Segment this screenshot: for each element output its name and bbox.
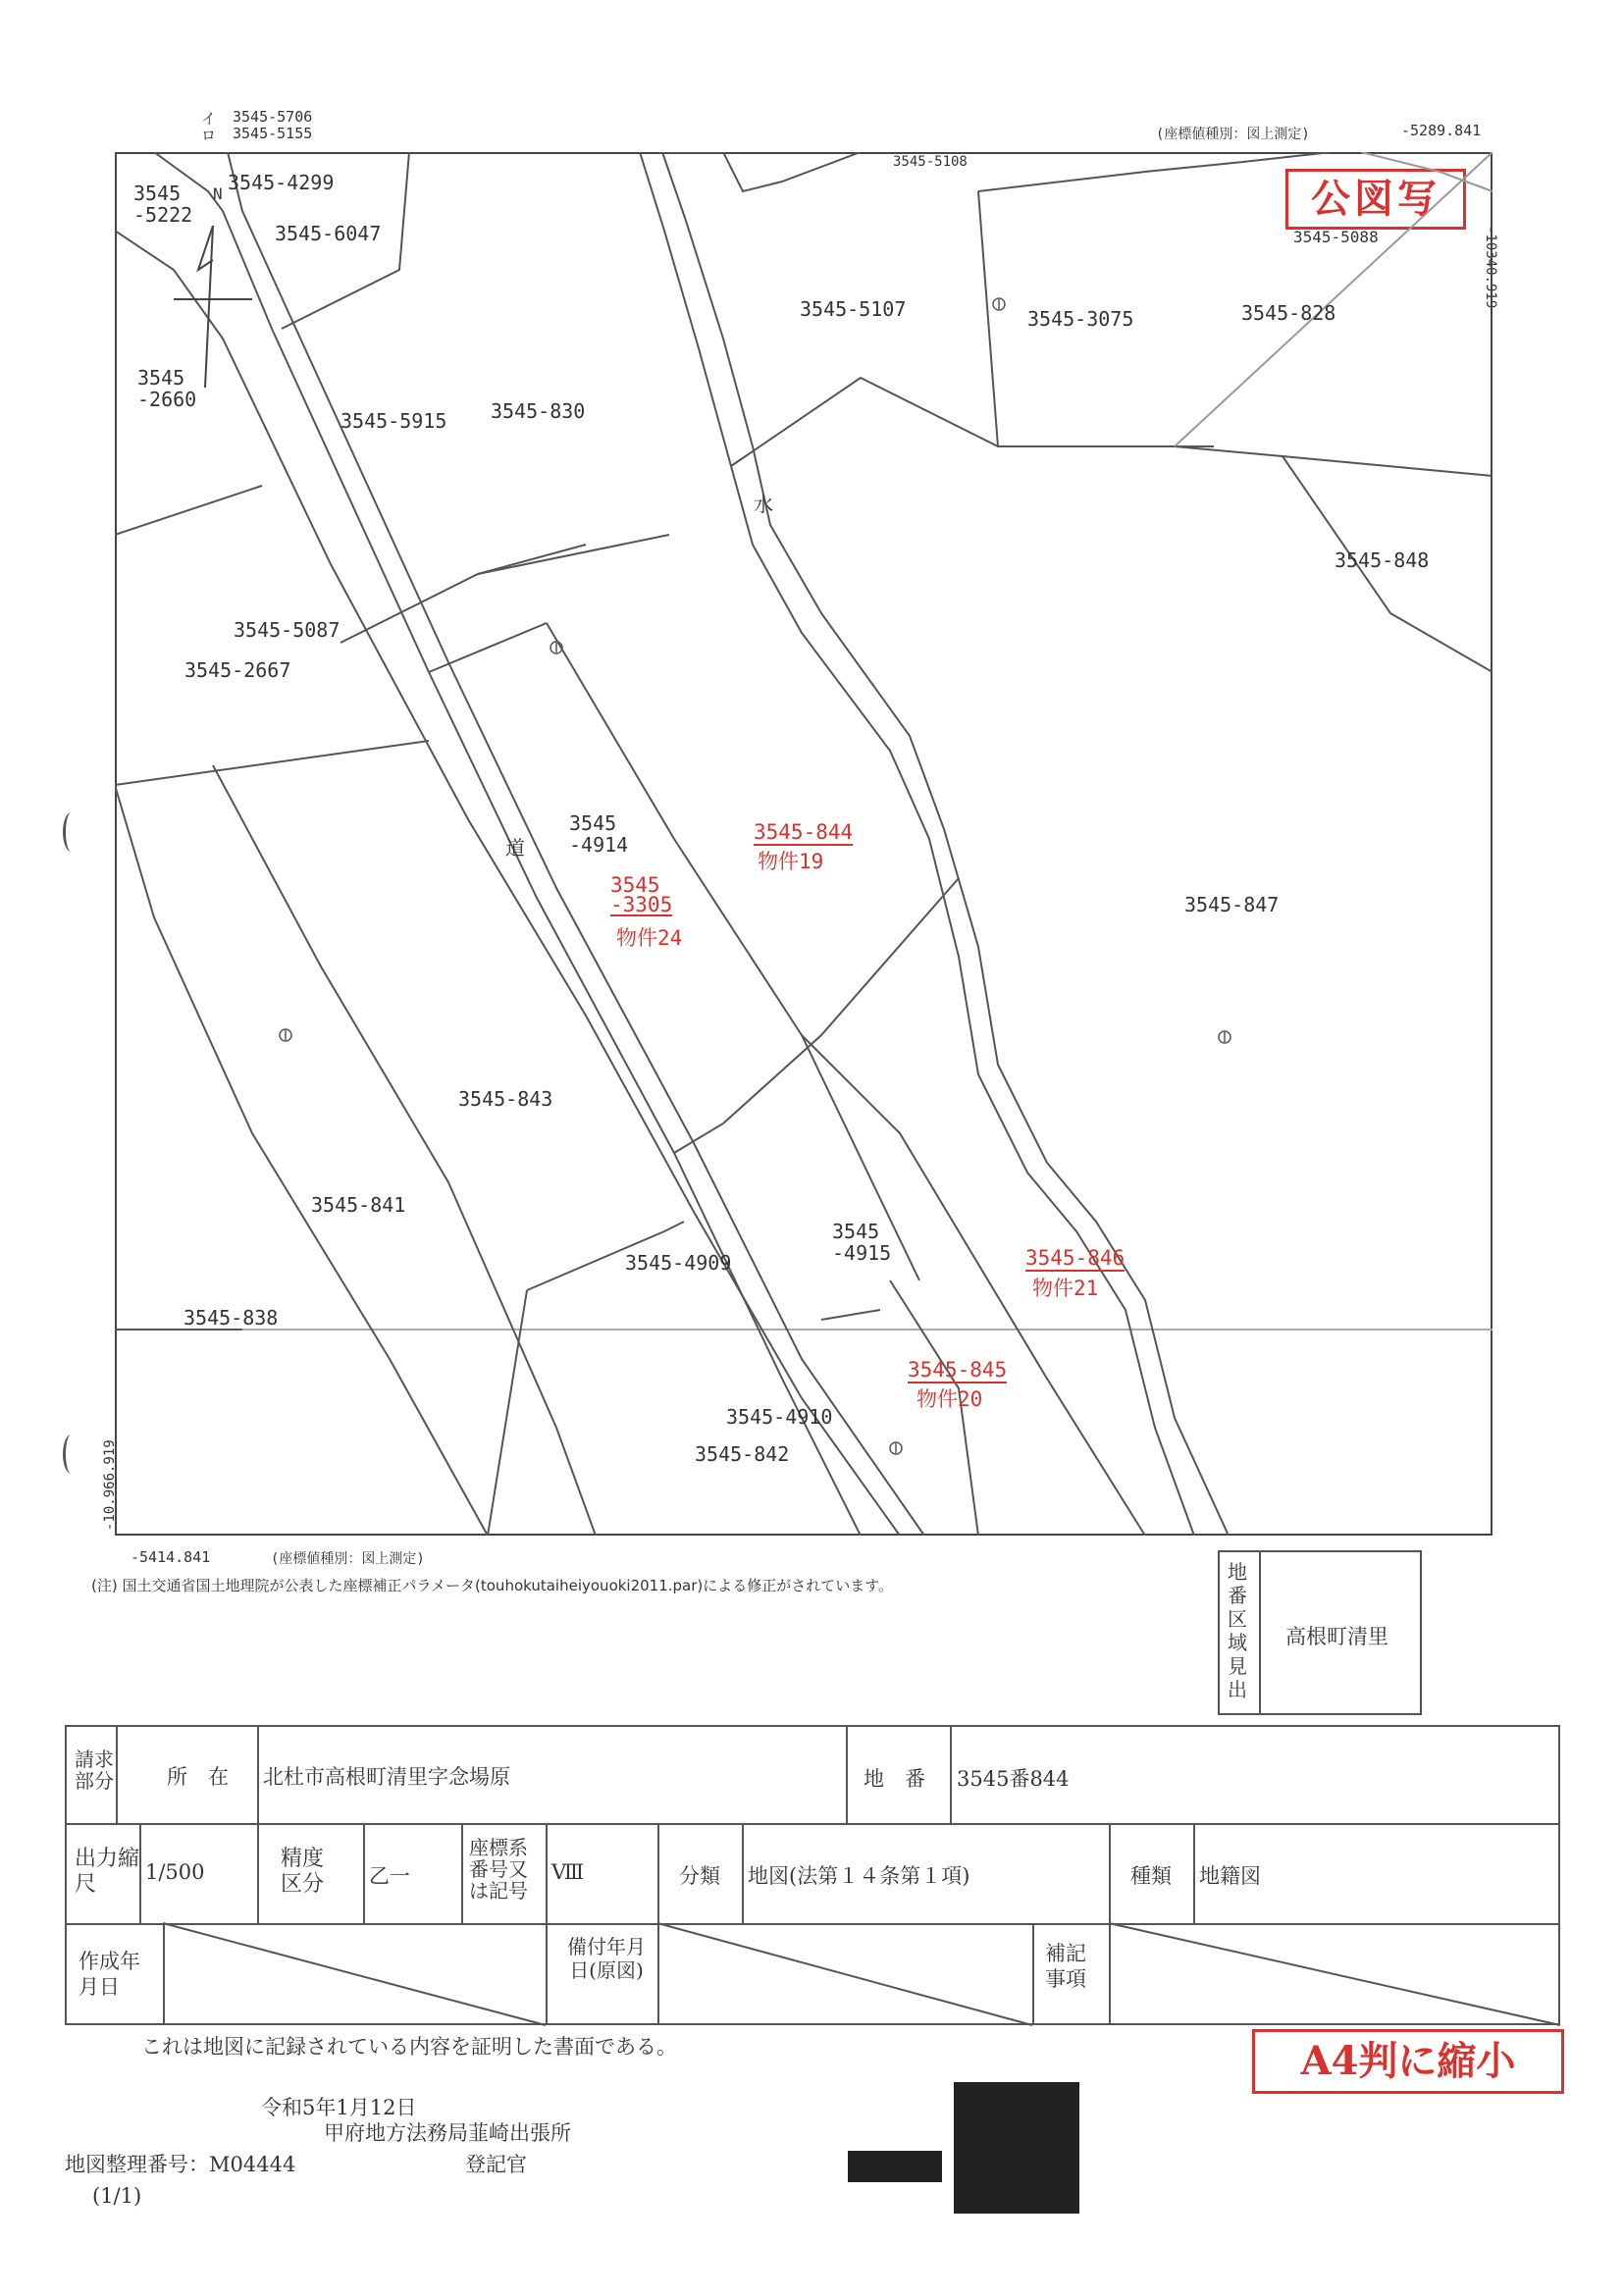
created-date-label: 作成年月日 [79, 1950, 140, 1999]
parcel-label: 3545 -4915 [832, 1220, 892, 1265]
parcel-label: 3545-5088 [1293, 228, 1379, 246]
coordinate-type-top: (座標値種別：図上測定) [1156, 127, 1310, 142]
classification-value: 地図(法第１４条第１項) [748, 1864, 970, 1888]
corner-mark-i: イ [201, 110, 217, 128]
parcel-label: 3545-5108 [893, 154, 968, 170]
output-scale-head: 出力縮尺 [75, 1847, 140, 1897]
top-coordinate-2: 3545-5155 [233, 125, 313, 142]
parcel-label: 3545-841 [311, 1193, 406, 1217]
issuing-office: 甲府地方法務局韮崎出張所 [324, 2121, 571, 2145]
coordinate-system-value: Ⅷ [551, 1860, 585, 1884]
property-lot: 3545-846 [1025, 1246, 1126, 1270]
parcel-label: 3545-847 [1184, 893, 1280, 916]
property-lot: 3545 -3305 [610, 873, 673, 916]
property-name: 物件24 [616, 926, 683, 950]
installed-date-label: 備付年月日(原図) [567, 1935, 646, 1982]
supplementary-label: 補記事項 [1045, 1942, 1086, 1991]
page-number: (1/1) [92, 2184, 142, 2208]
lot-number-value: 3545番844 [957, 1767, 1070, 1791]
north-label: N [213, 184, 223, 203]
property-name: 物件20 [916, 1387, 983, 1411]
coordinate-x-top-right: -5289.841 [1401, 122, 1482, 139]
lot-number-label: 地 番 [864, 1767, 925, 1791]
property-name: 物件21 [1032, 1277, 1099, 1300]
parcel-label: 3545-828 [1241, 301, 1336, 325]
correction-note: (注) 国土交通省国土地理院が公表した座標補正パラメータ(touhokutaiheiyouoki2011.par)による修正がされています。 [91, 1577, 894, 1594]
parcel-label: 3545-848 [1335, 548, 1430, 572]
parcel-label: 3545-6047 [275, 222, 382, 245]
parcel-label: 3545-5107 [800, 297, 907, 321]
parcel-label: 3545 -4914 [569, 811, 629, 857]
top-coordinate-1: 3545-5706 [233, 108, 313, 126]
location-label: 所 在 [167, 1765, 229, 1789]
water-label: 水 [754, 493, 773, 516]
parcel-label: 3545-3075 [1027, 307, 1134, 331]
corner-mark-ro: ロ [201, 127, 217, 144]
property-lot: 3545-845 [908, 1358, 1008, 1382]
parcel-label: 3545-843 [458, 1087, 553, 1111]
precision-label: 精度区分 [281, 1847, 325, 1897]
location-value: 北杜市高根町清里字念場原 [263, 1765, 510, 1789]
parcel-label: 3545-4909 [625, 1251, 732, 1275]
parcel-label: 3545-5087 [234, 618, 340, 642]
parcel-label: 3545-838 [183, 1306, 279, 1330]
coordinate-y-right: -10340.919 [1483, 226, 1498, 309]
kind-label: 種類 [1130, 1864, 1172, 1888]
parcel-label: 3545-830 [491, 399, 586, 423]
parcel-label: 3545-842 [695, 1442, 790, 1466]
coordinate-x-bottom-left: -5414.841 [131, 1548, 211, 1566]
issue-date: 令和5年1月12日 [261, 2096, 417, 2119]
redaction-seal [954, 2082, 1079, 2214]
parcel-label: 3545-5915 [340, 409, 447, 433]
classification-label: 分類 [679, 1864, 720, 1888]
kind-value: 地籍図 [1199, 1864, 1261, 1888]
road-label: 道 [505, 836, 525, 860]
stamp-koizu-utsushi: 公図写 [1285, 169, 1466, 230]
coordinate-y-left: -10.966.919 [102, 1439, 118, 1531]
property-lot: 3545-844 [754, 820, 854, 844]
district-label: 地番区域見出 [1228, 1560, 1247, 1701]
registrar: 登記官 [465, 2153, 527, 2176]
coordinate-type-bottom: (座標値種別：図上測定) [271, 1551, 425, 1567]
precision-value: 乙一 [369, 1864, 410, 1888]
property-name: 物件19 [758, 850, 824, 873]
redaction-bar [848, 2151, 942, 2182]
district-value: 高根町清里 [1285, 1625, 1388, 1648]
billing-head: 請求部分 [75, 1748, 114, 1793]
parcel-label: 3545-2667 [184, 658, 291, 682]
parcel-label: 3545-4910 [726, 1405, 833, 1429]
scale-value: 1/500 [145, 1860, 205, 1884]
coordinate-system-label: 座標系番号又は記号 [469, 1836, 528, 1903]
parcel-label: 3545 -5222 [133, 182, 193, 227]
parcel-label: 3545 -2660 [137, 366, 197, 411]
certification-text: これは地図に記録されている内容を証明した書面である。 [141, 2035, 677, 2059]
map-number: 地図整理番号：M04444 [65, 2153, 296, 2176]
parcel-label: 3545-4299 [228, 171, 335, 194]
stamp-a4-reduced: A4判に縮小 [1252, 2029, 1564, 2094]
